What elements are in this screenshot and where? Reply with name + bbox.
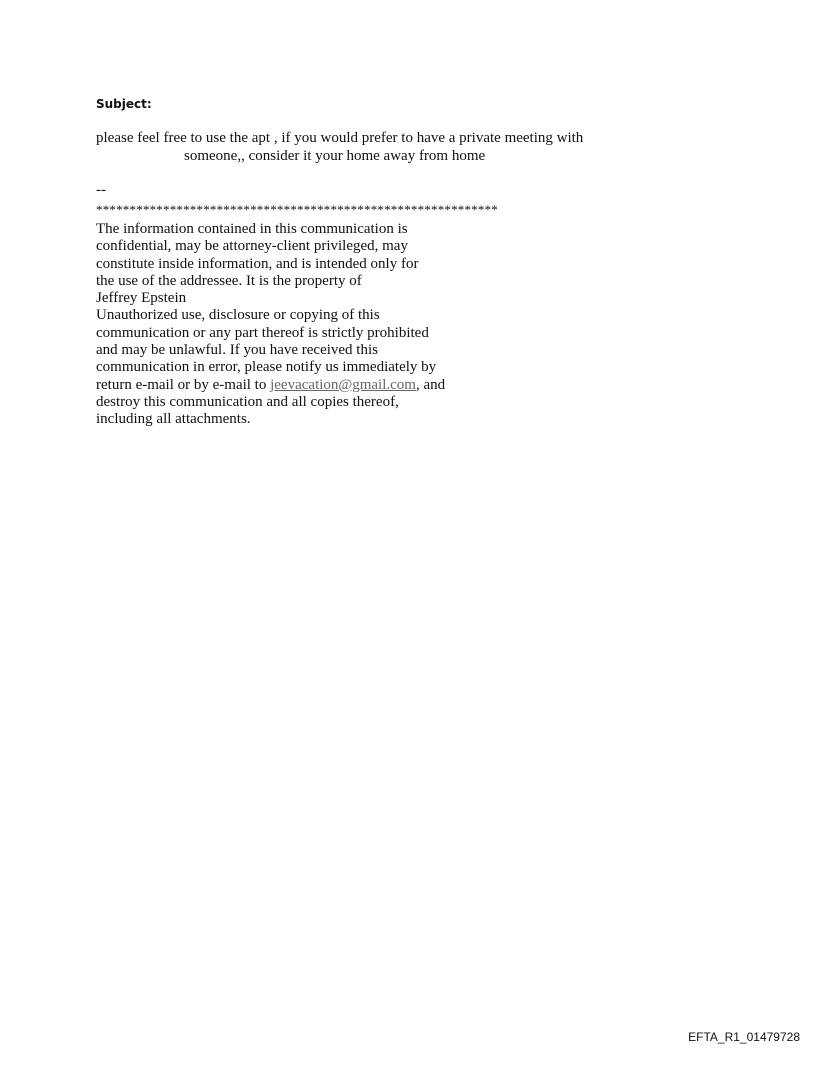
email-link[interactable]: jeevacation@gmail.com [270, 376, 416, 393]
message-body [96, 129, 583, 165]
disclaimer-line: communication in error, please notify us immediately by [96, 359, 437, 376]
disclaimer-text: , and [415, 376, 446, 393]
disclaimer-line: and may be unlawful. If you have received this [96, 342, 378, 359]
disclaimer-line: including all attachments. [96, 411, 251, 428]
asterisk-divider: ************************************************************ [96, 202, 498, 217]
disclaimer-line: communication or any part thereof is strictly prohibited [96, 324, 429, 341]
disclaimer-line: The information contained in this communication is [96, 221, 408, 237]
body-line: please feel free to use the apt , if you would prefer to have a private meeting with [96, 130, 584, 146]
subject-label: Subject: [96, 97, 152, 111]
body-line: someone,, consider it your home away from home [184, 148, 486, 164]
confidentiality-disclaimer [96, 221, 445, 429]
disclaimer-line: Jeffrey Epstein [96, 290, 187, 307]
disclaimer-line: constitute inside information, and is intended only for [96, 255, 419, 272]
disclaimer-line: the use of the addressee. It is the property of [96, 272, 362, 289]
signature-separator: -- [96, 182, 106, 198]
document-id: EFTA_R1_01479728 [688, 1030, 800, 1044]
disclaimer-line [96, 377, 445, 394]
disclaimer-text: return e-mail or by e-mail to [96, 376, 271, 393]
disclaimer-line: destroy this communication and all copies thereof, [96, 393, 399, 410]
disclaimer-line: Unauthorized use, disclosure or copying of this [96, 307, 380, 324]
disclaimer-line: confidential, may be attorney-client privileged, may [96, 238, 408, 255]
